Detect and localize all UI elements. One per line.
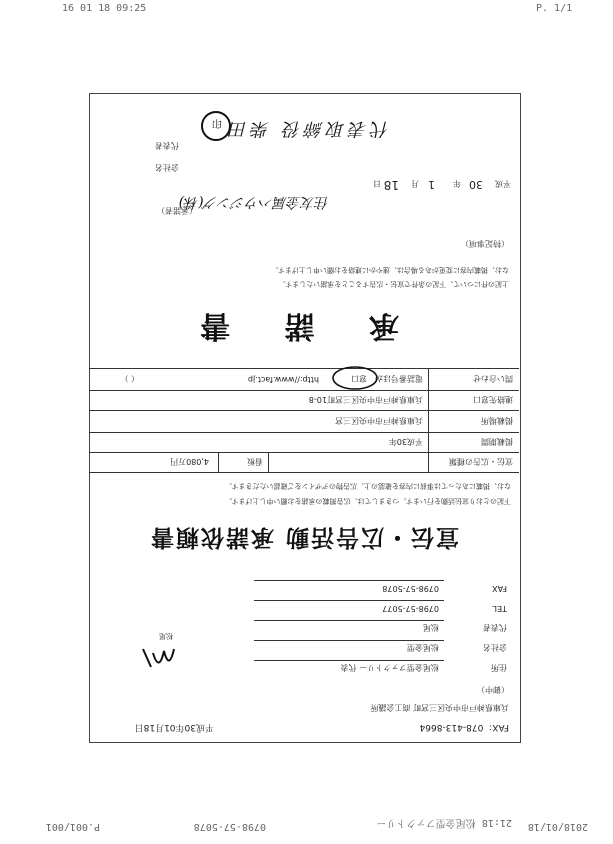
table-r4-label: 連絡先窓口	[473, 395, 513, 404]
sender-tel-value: 0798-57-5077	[382, 604, 439, 613]
fax-header-datetime: 16 01 18 09:25	[62, 3, 147, 14]
approval-company-handwritten: 住友金属ハウジング(株)	[178, 194, 329, 210]
approval-conditions: （特記事項）	[461, 239, 509, 248]
approval-date-day-unit: 日	[373, 179, 381, 188]
approval-date-month: 1	[428, 178, 435, 191]
table-r1-col2: 看板	[247, 457, 263, 466]
fax-footer-number: 0798-57-5078	[193, 821, 266, 832]
approval-date-year-unit: 年	[453, 179, 461, 188]
approval-company-label: 会社名	[155, 163, 179, 172]
sender-person-label: 代表者	[483, 623, 507, 632]
table-r2-label: 掲載期間	[481, 437, 513, 446]
sender-fax-line: FAX：078-413-8664	[419, 722, 509, 732]
fax-header-page: P. 1/1	[536, 3, 573, 14]
approval-line2: なお、掲載内容に変更がある場合は、速やかに連絡をお願い申し上げます。	[271, 266, 509, 274]
table-r5-paren: （ ）	[120, 374, 139, 383]
sender-signature	[139, 639, 179, 679]
approval-line1: 上記の件について、下記の条件で宣伝・広告することを承諾いたします。	[278, 280, 509, 288]
fax-footer-sender: 21:18 松尾金型ファクトリー	[376, 817, 512, 828]
sender-date: 平成30年01月18日	[134, 722, 214, 732]
request-body-line1: 下記のとおり宣伝活動を行います。つきましては、広告掲載の承諾をお願い申し上げます。	[225, 497, 511, 505]
table-r5-circled: 窓口	[351, 374, 367, 383]
approval-date-year: 30	[469, 178, 483, 191]
sender-signature-text: 松尾	[159, 632, 173, 640]
fax-footer-page: P.001/001	[45, 821, 100, 832]
approval-company-tag: （承諾者）	[157, 206, 197, 215]
sender-association: 兵庫県神戸市中央区三宮町 商工会議所	[370, 703, 509, 712]
sender-company-label: 会社名	[483, 643, 507, 652]
sender-fax-label: FAX	[492, 584, 507, 593]
table-r1-col3: 4,080万円	[170, 457, 209, 466]
table-r5-col3: http://www.fact.jp	[247, 375, 319, 384]
sender-person-value: 松尾	[423, 623, 439, 632]
sender-fax-value: 0798-57-5078	[382, 584, 439, 593]
table-r4-value: 兵庫県神戸市中央区三宮町10-8	[308, 395, 423, 404]
request-title: 宣伝・広告活動 承諾依頼書	[148, 524, 459, 551]
approval-date-month-unit: 月	[411, 179, 419, 188]
sender-address-value: 松尾金型ファクトリー 代表	[340, 663, 439, 672]
table-r5-col2: 電話番号ほか	[375, 374, 423, 383]
inverted-document	[89, 93, 519, 741]
table-r2-value: 平成30年	[388, 437, 423, 446]
approval-rep-handwritten: 代表取締役 柴田	[225, 118, 389, 139]
request-body-line2: なお、掲載にあたっては事前に内容を確認の上、広告物のデザインをご確認いただきます。	[225, 482, 511, 490]
approval-seal-label: 印	[212, 117, 222, 128]
table-r1-label: 宣伝・広告の種類	[449, 457, 513, 466]
fax-footer-datetime: 2018/01/18	[527, 821, 588, 832]
table-r3-value: 兵庫県神戸市中央区三宮	[335, 416, 423, 425]
table-r5-label: 問い合わせ	[473, 374, 513, 383]
circled-mark	[331, 365, 379, 391]
fax-footer-line	[28, 818, 588, 832]
approval-title: 承 諾 書	[178, 308, 399, 343]
approval-rep-label: 代表者	[155, 141, 179, 150]
table-r3-label: 掲載場所	[481, 416, 513, 425]
sender-tag: （御中）	[477, 685, 509, 694]
sender-address-label: 住所	[491, 663, 507, 672]
sender-tel-label: TEL	[492, 604, 507, 613]
approval-date-day: 18	[383, 178, 399, 192]
approval-date-label: 平成	[495, 179, 511, 188]
sender-company-value: 松尾金型	[407, 643, 439, 652]
